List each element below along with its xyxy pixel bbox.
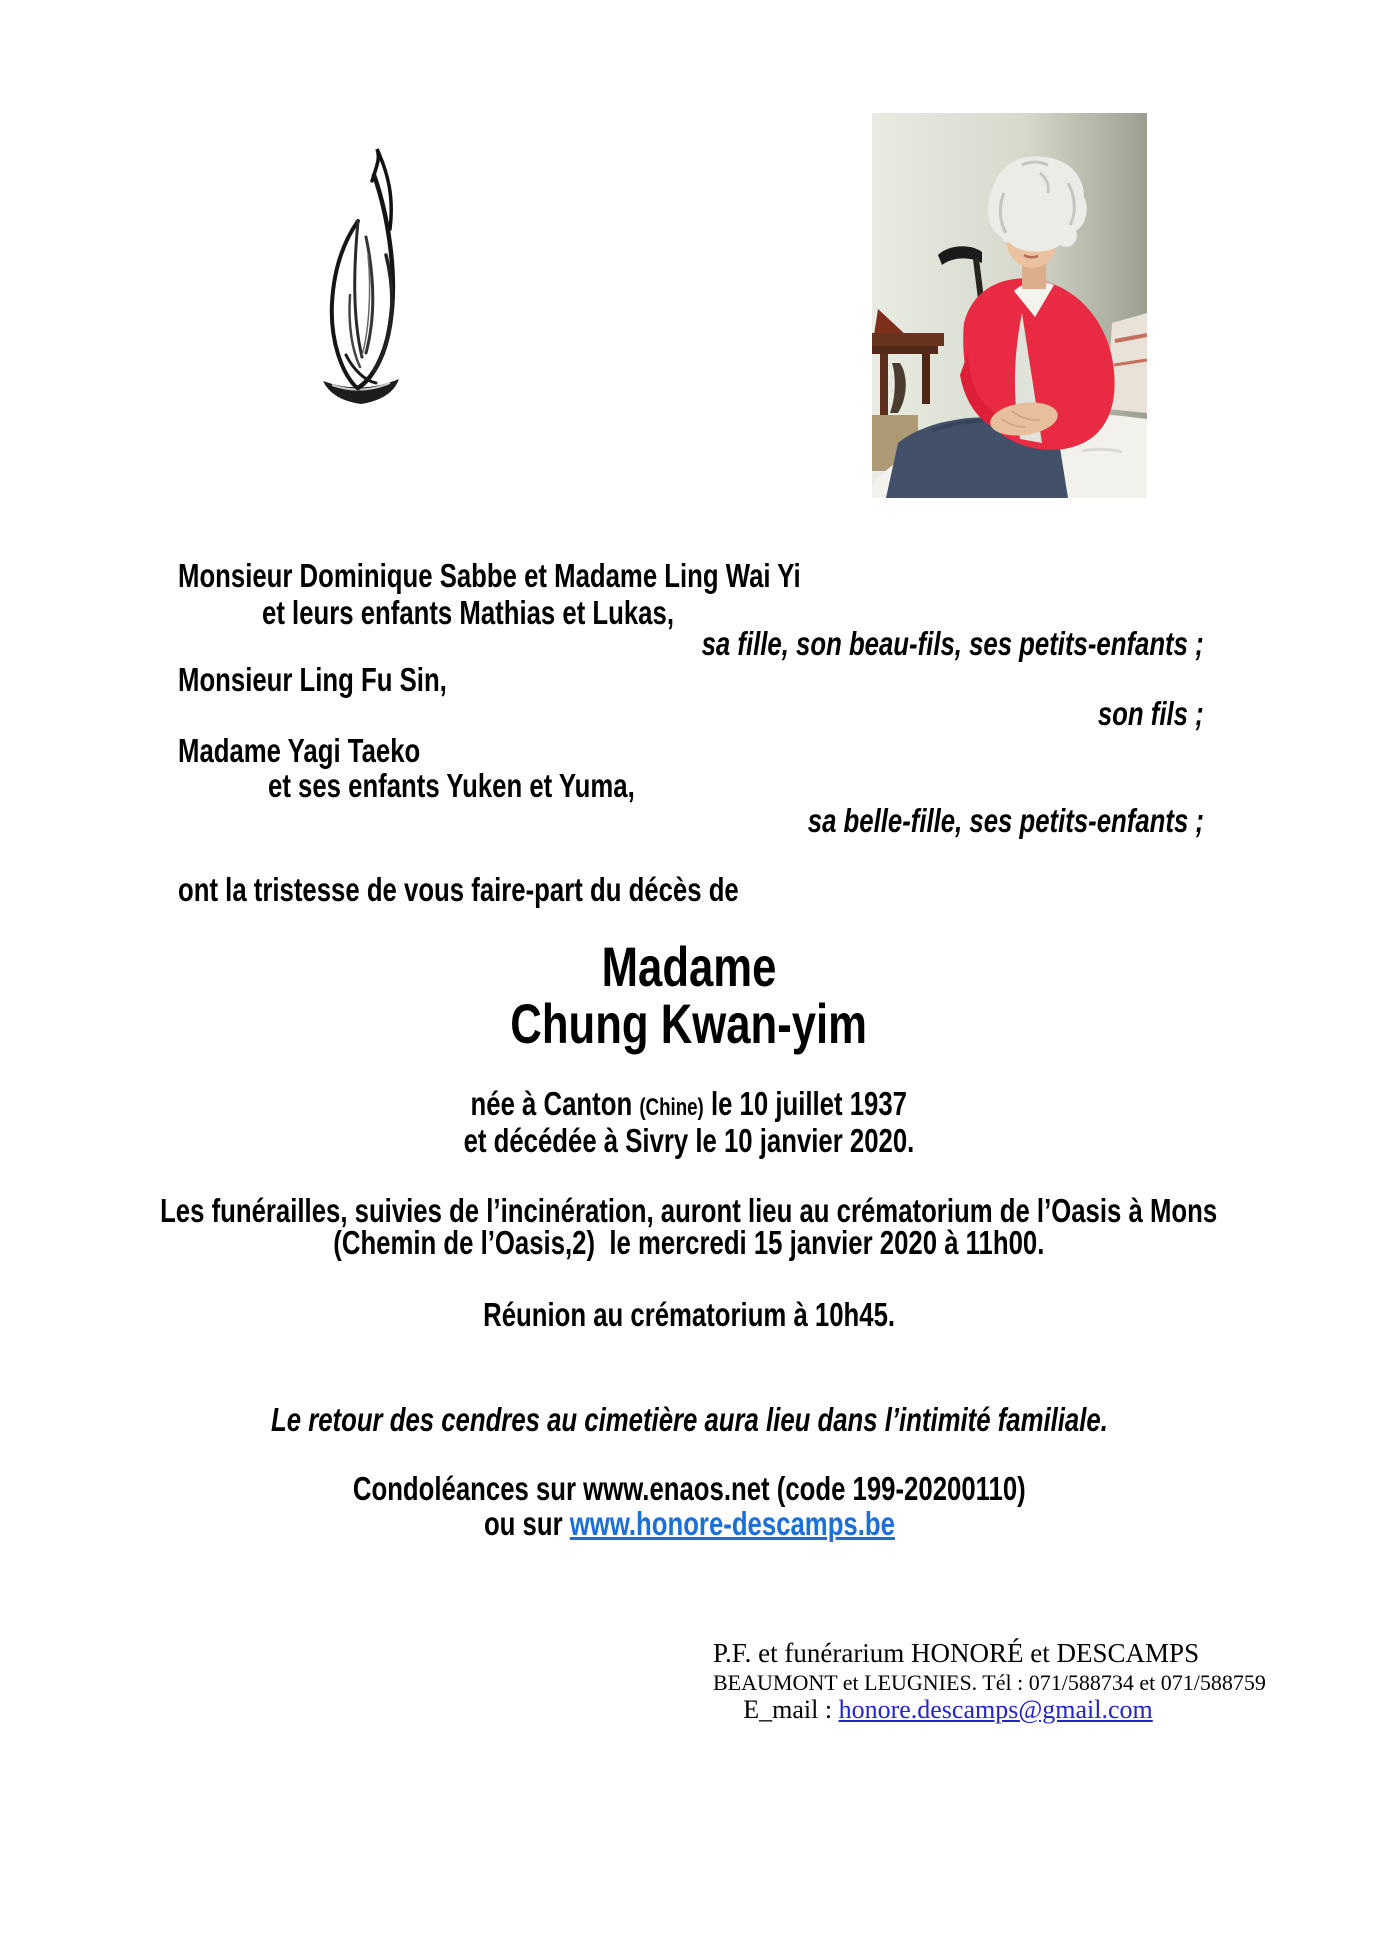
email-link[interactable]: honore.descamps@gmail.com xyxy=(838,1695,1153,1725)
family-line-daughter-in-law xyxy=(178,732,489,770)
relation-text: sa fille, son beau-fils, ses petits-enfants ; xyxy=(701,625,1204,662)
meeting-line xyxy=(0,1296,1378,1334)
honore-descamps-link[interactable]: www.honore-descamps.be xyxy=(569,1505,895,1542)
condolences-line-1 xyxy=(0,1470,1378,1508)
family-line-text: Monsieur Dominique Sabbe et Madame Ling Wai Yi xyxy=(178,557,801,594)
funeral-home-email-line xyxy=(713,1695,1183,1725)
relation-line-1 xyxy=(560,625,1204,663)
condolences-text-2 xyxy=(484,1505,895,1543)
birth-country-note: (Chine) xyxy=(639,1094,705,1121)
funeral-home-name: P.F. et funérarium HONORÉ et DESCAMPS xyxy=(713,1638,1200,1668)
email-prefix: E_mail : xyxy=(743,1695,839,1725)
family-line-text: et ses enfants Yuken et Yuma, xyxy=(268,767,635,804)
family-line-grandchildren-2 xyxy=(268,767,738,805)
condolences-line-2 xyxy=(0,1505,1378,1543)
ashes-line xyxy=(0,1401,1378,1439)
funeral-home-contact: BEAUMONT et LEUGNIES. Tél : 071/588734 et 071/588759 xyxy=(713,1669,1266,1695)
deceased-title xyxy=(0,935,1378,999)
birth-part1: née à Canton xyxy=(470,1085,640,1122)
ceremony-line-2 xyxy=(0,1224,1378,1262)
ashes-text: Le retour des cendres au cimetière aura lieu dans l’intimité familiale. xyxy=(270,1401,1108,1438)
meeting-text: Réunion au crématorium à 10h45. xyxy=(483,1296,895,1333)
death-text: et décédée à Sivry le 10 janvier 2020. xyxy=(463,1122,915,1159)
deceased-title-text: Madame xyxy=(601,935,777,998)
relation-line-2 xyxy=(1068,695,1204,733)
funeral-home-footer xyxy=(713,1638,1266,1725)
birth-line xyxy=(0,1085,1378,1123)
ceremony-text-1: Les funérailles, suivies de l’incinération, auront lieu au crématorium de l’Oasis à Mons xyxy=(160,1192,1218,1229)
family-line-daughter-couple xyxy=(178,557,976,595)
family-line-son xyxy=(178,661,523,699)
ceremony-text-2: (Chemin de l’Oasis,2) le mercredi 15 janvier 2020 à 11h00. xyxy=(333,1224,1045,1261)
memorial-flame-icon xyxy=(316,145,406,410)
announcement-text: ont la tristesse de vous faire-part du décès de xyxy=(178,871,739,908)
condolences-prefix: ou sur xyxy=(483,1505,570,1542)
relation-text: sa belle-fille, ses petits-enfants ; xyxy=(807,802,1204,839)
birth-text xyxy=(471,1085,907,1123)
deceased-name xyxy=(0,992,1378,1056)
birth-part2: le 10 juillet 1937 xyxy=(704,1085,908,1122)
family-line-text: Madame Yagi Taeko xyxy=(178,732,421,769)
condolences-text-1: Condoléances sur www.enaos.net (code 199-20200110) xyxy=(352,1470,1026,1507)
announcement-line xyxy=(178,871,897,909)
relation-line-3 xyxy=(696,802,1204,840)
relation-text: son fils ; xyxy=(1098,695,1204,732)
portrait-photo xyxy=(872,113,1147,498)
deceased-name-text: Chung Kwan-yim xyxy=(510,992,868,1055)
death-line xyxy=(0,1122,1378,1160)
family-line-text: Monsieur Ling Fu Sin, xyxy=(178,661,447,698)
family-line-text: et leurs enfants Mathias et Lukas, xyxy=(262,594,674,631)
